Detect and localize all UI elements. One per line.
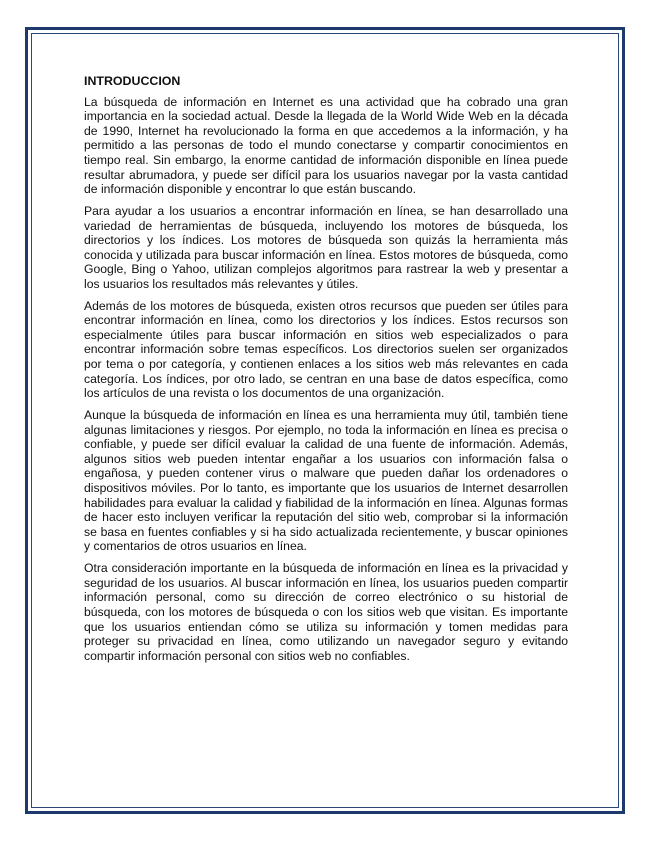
paragraph-4: Aunque la búsqueda de información en línea es una herramienta muy útil, también tiene algunas limitaciones y riesgos. Por ejemplo, no toda la información en línea es precisa o confiable, y puede ser difícil evaluar la calidad de una fuente de información. Además, algunos sitios web pueden intentar engañar a los usuarios con información falsa o engañosa, y pueden contener virus o malware que pueden dañar los ordenadores o dispositivos móviles. Por lo tanto, es importante que los usuarios de Internet desarrollen habilidades para evaluar la calidad y fiabilidad de la información en línea. Algunas formas de hacer esto incluyen verificar la reputación del sitio web, comprobar si la información se basa en fuentes confiables y si ha sido actualizada recientemente, y buscar opiniones y comentarios de otros usuarios en línea. xyxy=(84,408,568,554)
document-body xyxy=(84,74,568,671)
paragraph-2: Para ayudar a los usuarios a encontrar información en línea, se han desarrollado una variedad de herramientas de búsqueda, incluyendo los motores de búsqueda, los directorios y los índices. Los motores de búsqueda son quizás la herramienta más conocida y utilizada para buscar información en línea. Estos motores de búsqueda, como Google, Bing o Yahoo, utilizan complejos algoritmos para rastrear la web y presentar a los usuarios los resultados más relevantes y útiles. xyxy=(84,203,568,291)
document-title: INTRODUCCION xyxy=(84,74,181,88)
paragraph-1: La búsqueda de información en Internet es una actividad que ha cobrado una gran importancia en la sociedad actual. Desde la llegada de la World Wide Web en la década de 1990, Internet ha revolucionado la forma en que accedemos a la información, y ha permitido a las personas de todo el mundo conectarse y compartir conocimientos en tiempo real. Sin embargo, la enorme cantidad de información disponible en línea puede resultar abrumadora, y puede ser difícil para los usuarios navegar por la vasta cantidad de información disponible y encontrar lo que están buscando. xyxy=(84,94,568,197)
paragraph-3: Además de los motores de búsqueda, existen otros recursos que pueden ser útiles para encontrar información en línea, como los directorios y los índices. Estos recursos son especialmente útiles para buscar información en sitios web especializados o para encontrar información sobre temas específicos. Los directorios suelen ser organizados por tema o por categoría, y contienen enlaces a los sitios web más relevantes en cada categoría. Los índices, por otro lado, se centran en una base de datos específica, como los artículos de una revista o los documentos de una organización. xyxy=(84,298,568,401)
paragraph-5: Otra consideración importante en la búsqueda de información en línea es la privacidad y seguridad de los usuarios. Al buscar información en línea, los usuarios pueden compartir información personal, como su dirección de correo electrónico o su historial de búsqueda, con los motores de búsqueda o con los sitios web que visitan. Es importante que los usuarios entiendan cómo se utiliza su información y tomen medidas para proteger su privacidad en línea, como utilizando un navegador seguro y evitando compartir información personal con sitios web no confiables. xyxy=(84,561,568,663)
